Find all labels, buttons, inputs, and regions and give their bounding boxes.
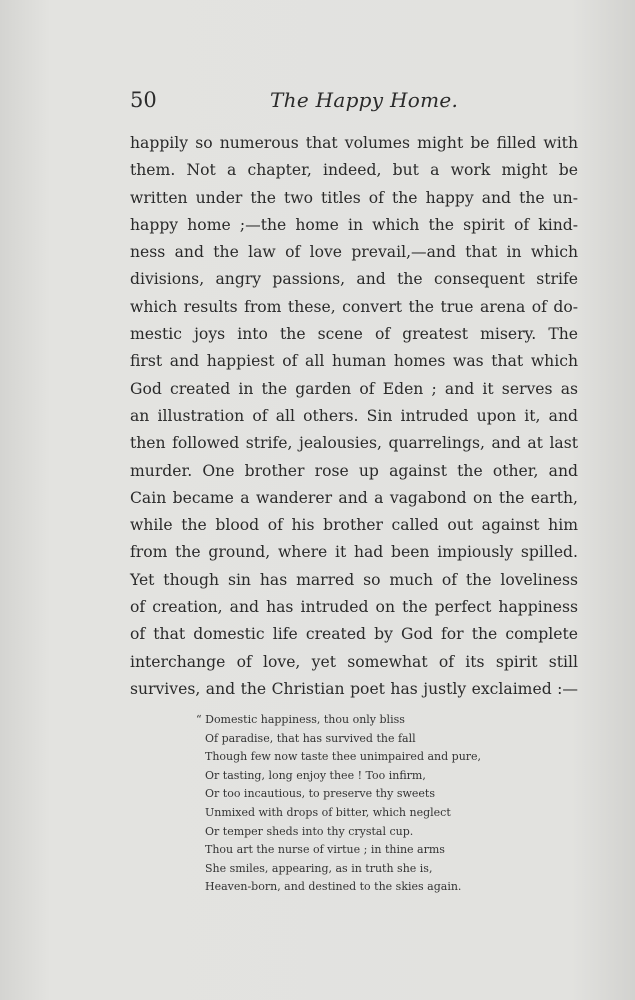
quote-line: Though few now taste thee unimpaired and pure,: [205, 750, 482, 764]
body-line: them. Not a chapter, indeed, but a work might be: [130, 161, 578, 180]
body-line: ness and the law of love prevail,—and that in which: [130, 243, 578, 262]
body-line: God created in the garden of Eden ; and it serves as: [130, 379, 578, 398]
body-line: interchange of love, yet somewhat of its spirit still: [130, 652, 578, 671]
quote-line: Thou art the nurse of virtue ; in thine arms: [205, 843, 445, 857]
body-line: divisions, angry passions, and the consequent strife: [130, 270, 578, 289]
body-line: happily so numerous that volumes might be filled with: [130, 134, 578, 152]
body-line: of that domestic life created by God for the complete: [130, 625, 578, 644]
body-line: of creation, and has intruded on the perfect happiness: [130, 598, 578, 617]
body-line: written under the two titles of the happy and the un-: [130, 188, 578, 207]
body-text: [130, 130, 578, 703]
body-line: survives, and the Christian poet has justly exclaimed :—: [130, 679, 578, 698]
quote-line: She smiles, appearing, as in truth she is,: [205, 861, 433, 875]
page-number: 50: [130, 88, 157, 112]
body-line: first and happiest of all human homes was that which: [130, 352, 578, 371]
body-line: Cain became a wanderer and a vagabond on the earth,: [130, 488, 578, 507]
quote-line: Of paradise, that has survived the fall: [205, 731, 416, 745]
body-line: murder. One brother rose up against the other, and: [130, 461, 578, 480]
body-line: Yet though sin has marred so much of the loveliness: [130, 570, 578, 589]
running-title: The Happy Home.: [270, 88, 459, 112]
body-line: then followed strife, jealousies, quarrelings, and at last: [130, 434, 578, 453]
body-line: mestic joys into the scene of greatest misery. The: [130, 325, 578, 344]
quote-line: Or tasting, long enjoy thee ! Too infirm,: [205, 768, 426, 782]
quote-line: Heaven-born, and destined to the skies again.: [205, 880, 462, 894]
quote-line: Or too incautious, to preserve thy sweets: [205, 787, 435, 801]
quote-line: “ Domestic happiness, thou only bliss: [196, 713, 405, 726]
body-line: from the ground, where it had been impiously spilled.: [130, 543, 578, 562]
body-line: which results from these, convert the true arena of do-: [130, 297, 578, 316]
body-line: while the blood of his brother called out against him: [130, 516, 578, 535]
quote-line: Or temper sheds into thy crystal cup.: [205, 824, 414, 838]
page-header: [130, 88, 580, 118]
body-line: an illustration of all others. Sin intruded upon it, and: [130, 406, 578, 425]
body-line: happy home ;—the home in which the spirit of kind-: [130, 215, 578, 234]
poem-quote: [196, 711, 556, 897]
quote-line: Unmixed with drops of bitter, which neglect: [205, 805, 451, 819]
